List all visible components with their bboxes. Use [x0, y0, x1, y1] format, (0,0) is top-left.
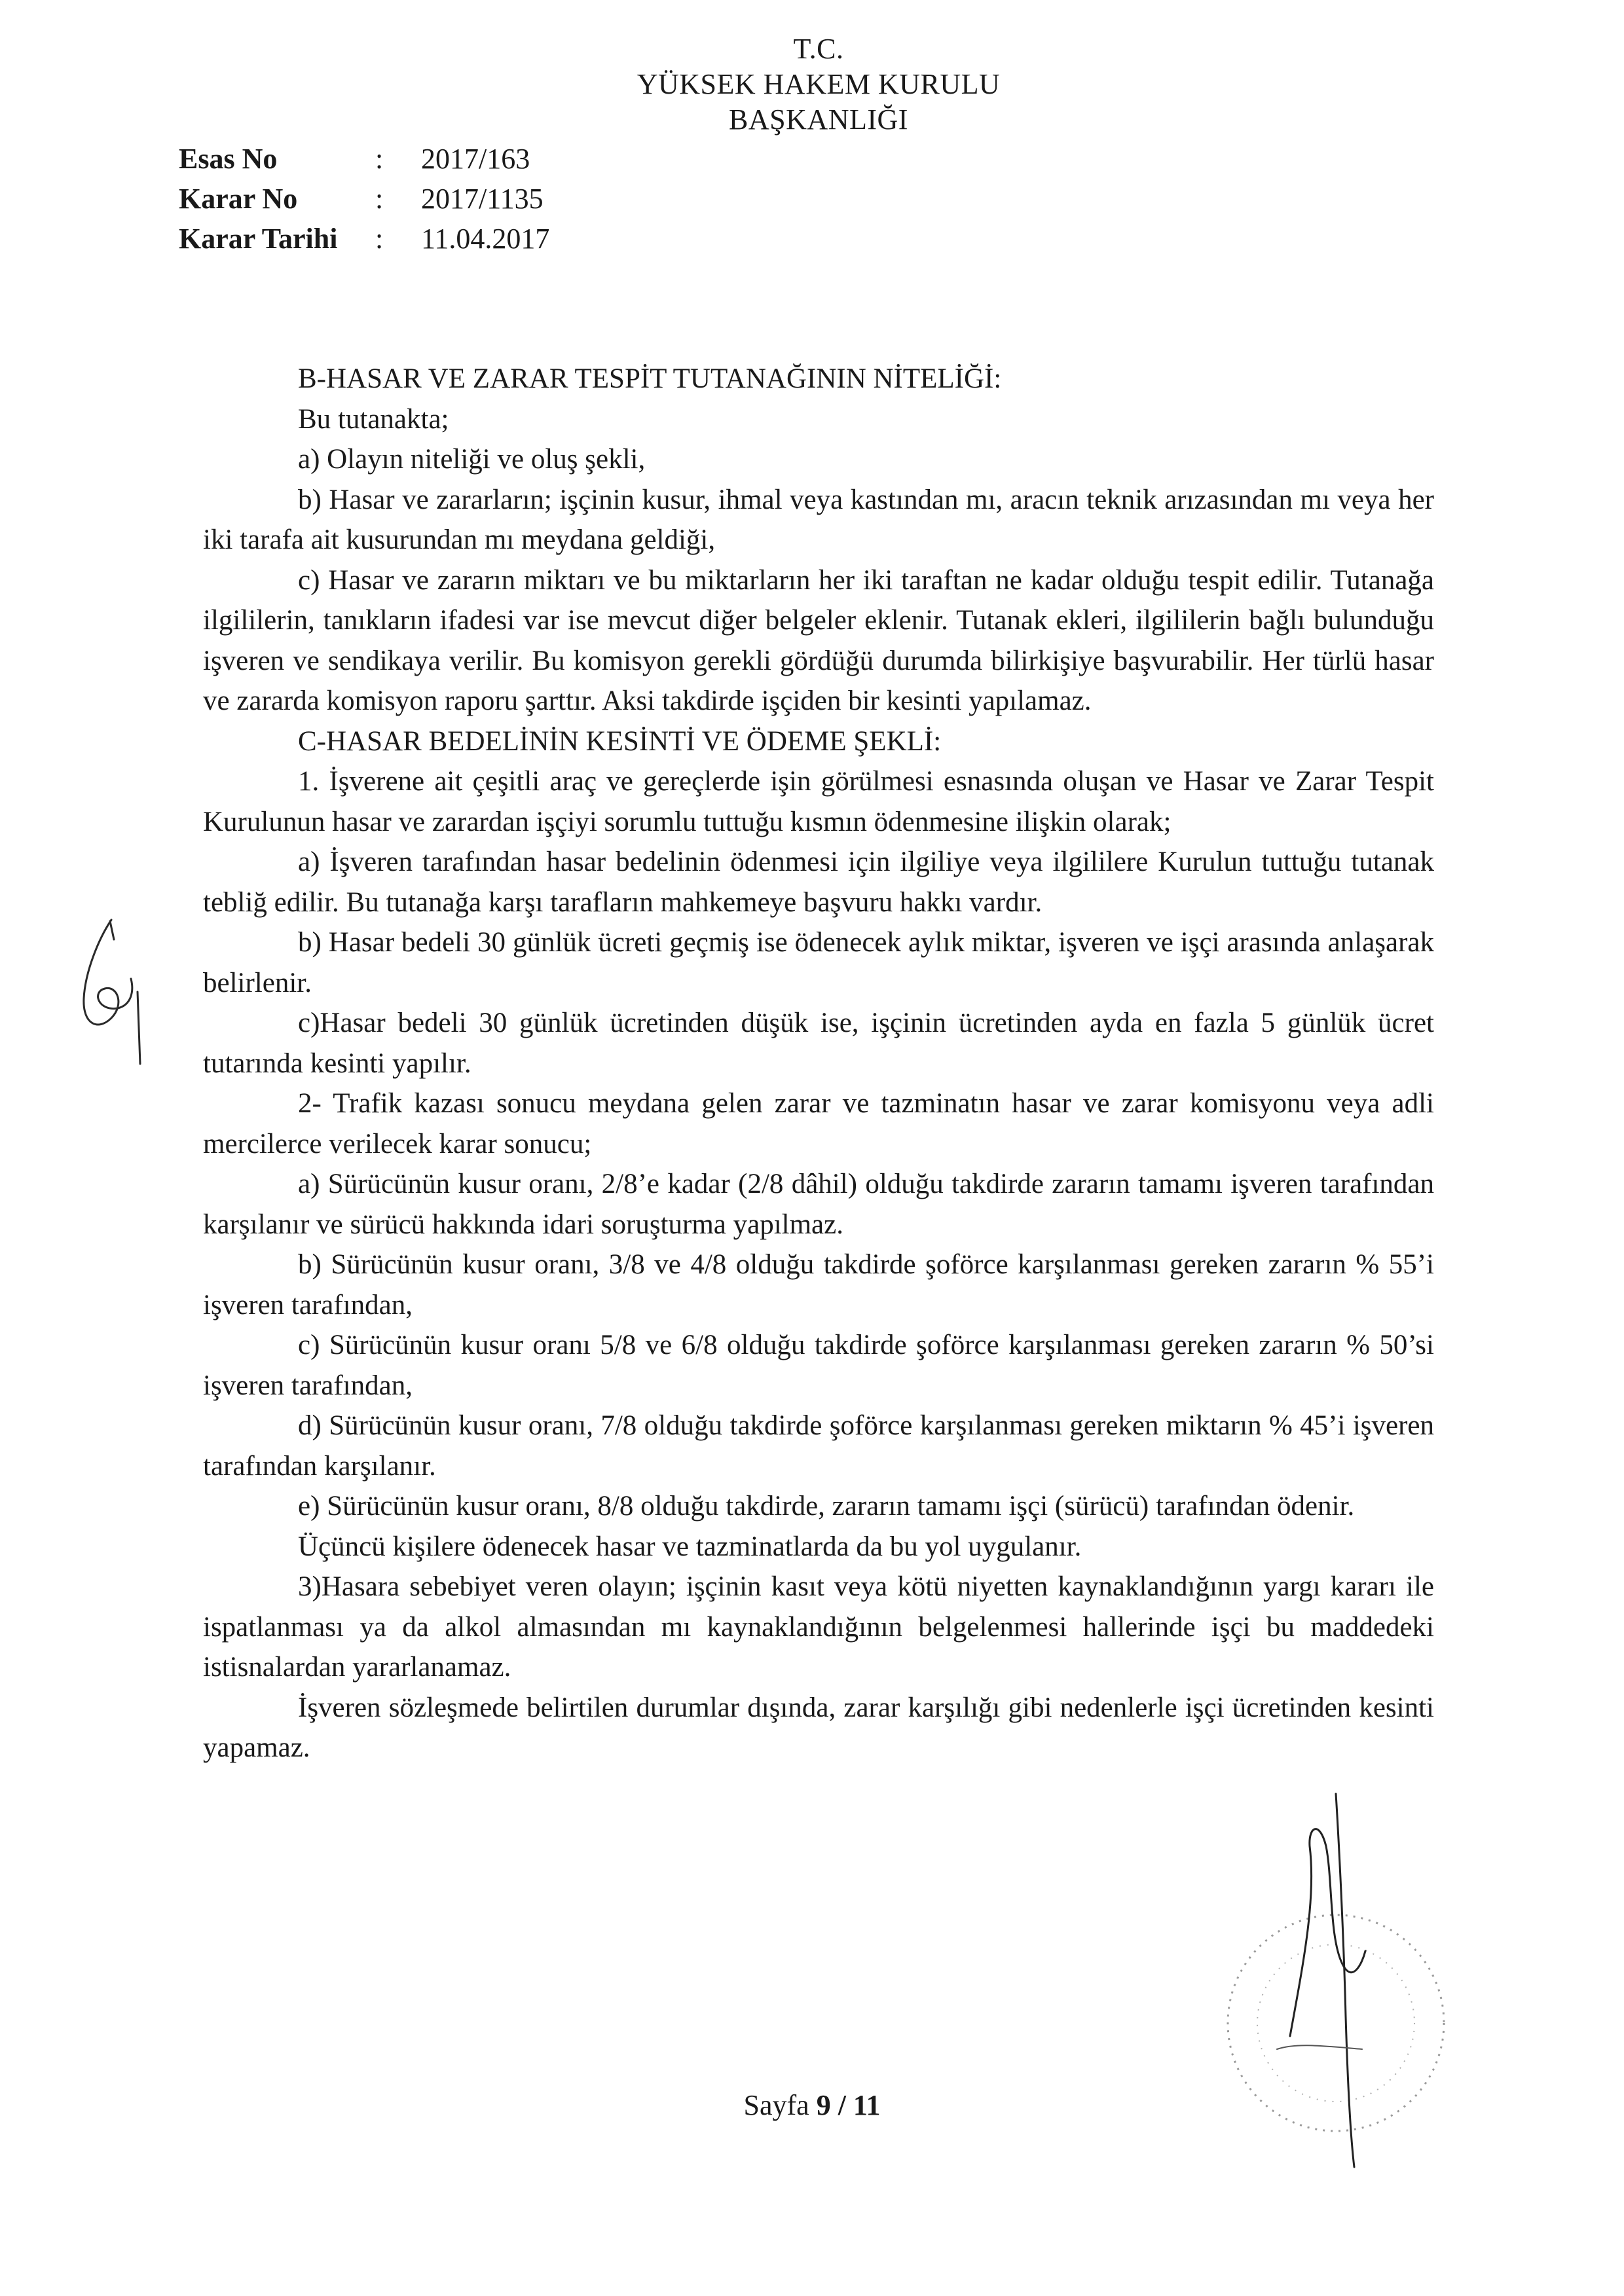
meta-label: Esas No — [179, 143, 278, 175]
handwritten-initials-icon — [72, 913, 151, 1070]
meta-row-karar — [179, 179, 549, 219]
page-number-value: 9 / 11 — [816, 2089, 881, 2121]
paragraph: c) Hasar ve zararın miktarı ve bu miktarların her iki taraftan ne kadar olduğu tespit edilir. Tutanağa ilgililerin, tanıkların ifadesi var ise mevcut diğer belgeler eklenir. Tutanak ekleri, ilgililerin bağlı bulunduğu işveren ve sendikaya verilir. Bu komisyon gerekli gördüğü durumda bilirkişiye başvurabilir. Her türlü hasar ve zararda komisyon raporu şarttır. Aksi takdirde işçiden bir kesinti yapılamaz. — [203, 564, 1434, 716]
paragraph: b) Sürücünün kusur oranı, 3/8 ve 4/8 olduğu takdirde şoförce karşılanması gereken zararın % 55’i işveren tarafından, — [203, 1249, 1434, 1321]
meta-value: 2017/1135 — [421, 183, 544, 215]
page-number — [0, 2088, 1624, 2122]
meta-row-esas — [179, 139, 549, 179]
section-heading-c: C-HASAR BEDELİNİN KESİNTİ VE ÖDEME ŞEKLİ: — [298, 725, 942, 757]
paragraph: 2- Trafik kazası sonucu meydana gelen zarar ve tazminatın hasar ve zarar komisyonu veya adli mercilerce verilecek karar sonucu; — [203, 1088, 1434, 1159]
paragraph: c) Sürücünün kusur oranı 5/8 ve 6/8 olduğu takdirde şoförce karşılanması gereken zararın % 50’si işveren tarafından, — [203, 1330, 1434, 1401]
paragraph: 1. İşverene ait çeşitli araç ve gereçlerde işin görülmesi esnasında oluşan ve Hasar ve Zarar Tespit Kurulunun hasar ve zarardan işçiyi sorumlu tuttuğu kısmın ödenmesine ilişkin olarak; — [203, 766, 1434, 837]
meta-colon: : — [375, 223, 384, 255]
paragraph: İşveren sözleşmede belirtilen durumlar dışında, zarar karşılığı gibi nedenlerle işçi ücretinden kesinti yapamaz. — [203, 1692, 1434, 1763]
paragraph: c)Hasar bedeli 30 günlük ücretinden düşük ise, işçinin ücretinden ayda en fazla 5 günlük ücret tutarında kesinti yapılır. — [203, 1008, 1434, 1079]
paragraph: b) Hasar ve zararların; işçinin kusur, ihmal veya kastından mı, aracın teknik arızasından mı veya her iki tarafa ait kusurundan mı meydana geldiği, — [203, 484, 1434, 555]
paragraph: Üçüncü kişilere ödenecek hasar ve tazminatlarda da bu yol uygulanır. — [298, 1531, 1082, 1562]
paragraph: d) Sürücünün kusur oranı, 7/8 olduğu takdirde şoförce karşılanması gereken miktarın % 45’i işveren tarafından karşılanır. — [203, 1410, 1434, 1482]
header-line-tc: T.C. — [793, 33, 844, 65]
paragraph: a) Sürücünün kusur oranı, 2/8’e kadar (2/8 dâhil) olduğu takdirde zararın tamamı işveren tarafından karşılanır ve sürücü hakkında idari soruşturma yapılmaz. — [203, 1169, 1434, 1240]
meta-colon: : — [375, 183, 384, 215]
meta-colon: : — [375, 143, 384, 175]
paragraph: e) Sürücünün kusur oranı, 8/8 olduğu takdirde, zararın tamamı işçi (sürücü) tarafından ödenir. — [298, 1491, 1355, 1522]
paragraph: a) Olayın niteliği ve oluş şekli, — [298, 444, 646, 475]
page-number-prefix: Sayfa — [743, 2089, 817, 2121]
paragraph: 3)Hasara sebebiyet veren olayın; işçinin kasıt veya kötü niyetten kaynaklandığının yargı kararı ile ispatlanması ya da alkol almasından mı kaynaklandığının belgelenmesi hallerinde işçi bu maddedeki istisnalardan yararlanamaz. — [203, 1571, 1434, 1683]
meta-row-tarih — [179, 219, 549, 259]
paragraph: Bu tutanakta; — [298, 403, 449, 435]
section-heading-b: B-HASAR VE ZARAR TESPİT TUTANAĞININ NİTELİĞİ: — [298, 363, 1002, 394]
meta-label: Karar Tarihi — [179, 223, 338, 255]
document-body — [203, 359, 1434, 1768]
paragraph: b) Hasar bedeli 30 günlük ücreti geçmiş ise ödenecek aylık miktar, işveren ve işçi arasında anlaşarak belirlenir. — [203, 927, 1434, 998]
case-meta — [179, 139, 549, 259]
header-line-institution: YÜKSEK HAKEM KURULU — [637, 68, 1001, 100]
meta-value: 2017/163 — [421, 143, 530, 175]
meta-label: Karar No — [179, 183, 298, 215]
paragraph: a) İşveren tarafından hasar bedelinin ödenmesi için ilgiliye veya ilgililere Kurulun tuttuğu tutanak tebliğ edilir. Bu tutanağa karşı tarafların mahkemeye başvuru hakkı vardır. — [203, 847, 1434, 918]
meta-value: 11.04.2017 — [421, 223, 550, 255]
header-line-presidency: BAŞKANLIĞI — [729, 103, 908, 136]
document-header — [458, 31, 1179, 137]
